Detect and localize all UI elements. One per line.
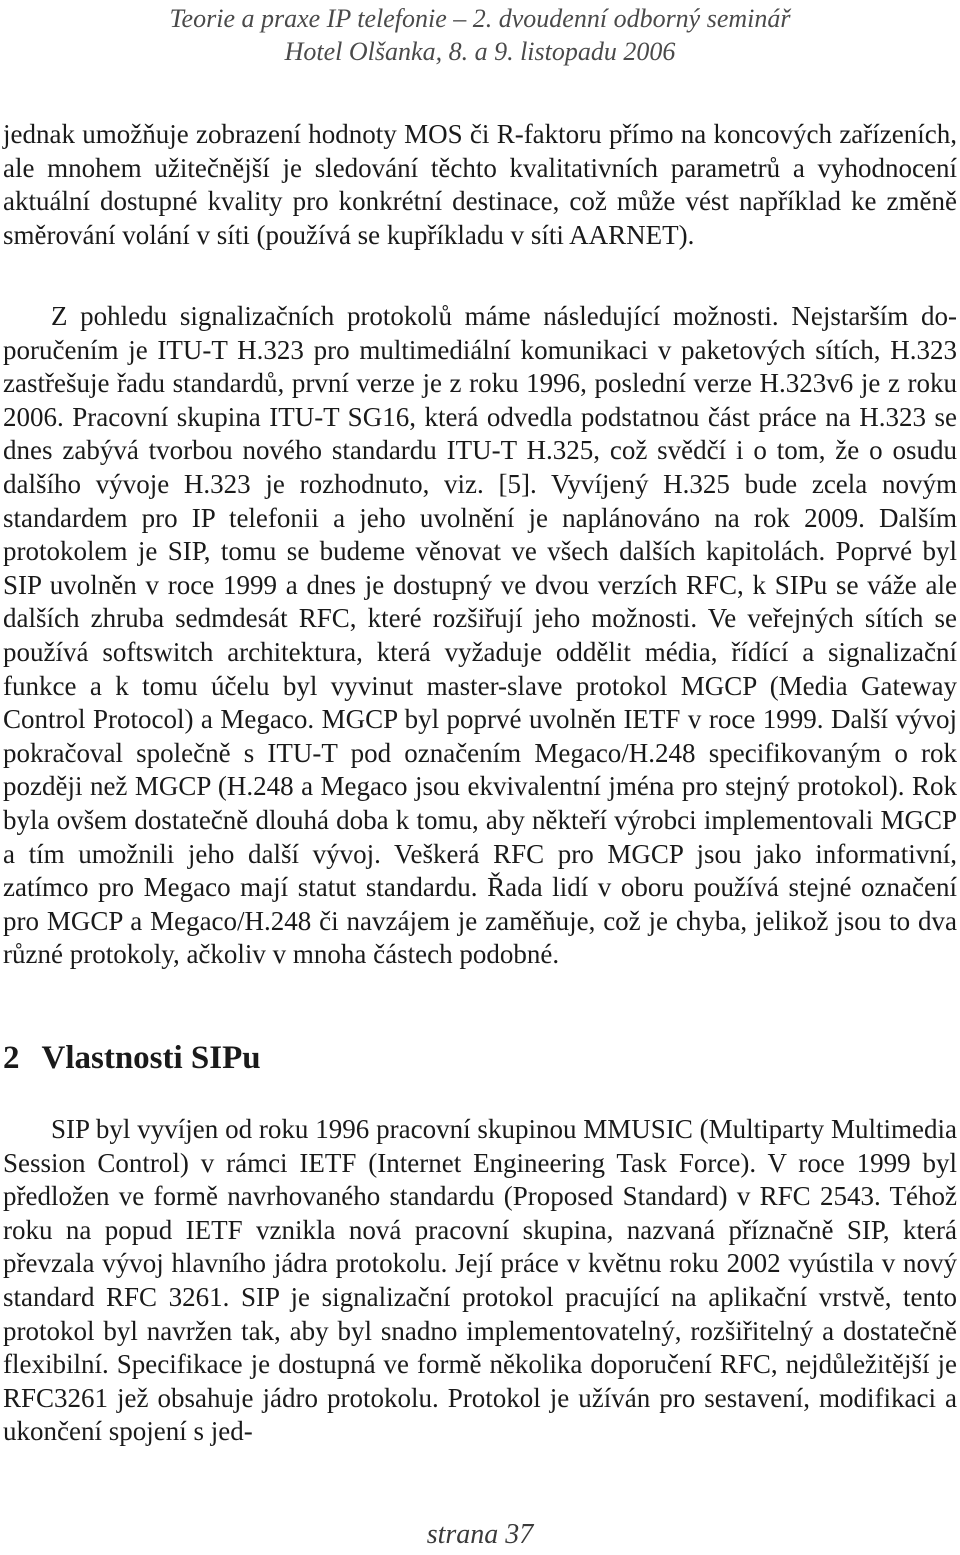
section-title: Vlastnosti SIPu [41, 1040, 261, 1076]
section-number: 2 [3, 1040, 20, 1076]
section-heading [3, 1038, 261, 1078]
paragraph-continuation: jednak umožňuje zobrazení hodnoty MOS či R-faktoru přímo na koncových zařízeních, ale mnohem užitečnější je sledování těchto kvalitativních parametrů a vyhodnocení aktuální dostupné kvality pro konkrétní destinace, což může vést například ke změně směrování volání v síti (používá se kupříkladu v síti AARNET). [3, 119, 957, 250]
page-number: strana 37 [426, 1519, 534, 1550]
paragraph-sip-history: SIP byl vyvíjen od roku 1996 pracovní skupinou MMUSIC (Multiparty Multimedia Session Control) v rámci IETF (Internet Engineering Task Force). V roce 1999 byl předložen ve formě navrhovaného standardu (Proposed Standard) v RFC 2543. Téhož roku na popud IETF vznikla nová pracovní skupina, nazvaná příznačně SIP, která převzala vývoj hlavního jádra protokolu. Její práce v květnu roku 2002 vyústila v nový standard RFC 3261. SIP je signalizační protokol pracující na aplikační vrstvě, tento protokol byl navržen tak, aby byl snadno implementovatelný, rozšiřitelný a dostatečně flexibilní. Specifikace je dostupná ve formě několika doporučení RFC, nejdůležitější je RFC3261 jež obsahuje jádro protokolu. Protokol je užíván pro sestavení, modifikaci a ukončení spojení s jed- [3, 1114, 957, 1447]
running-header [0, 2, 960, 68]
header-seminar-title: Teorie a praxe IP telefonie – 2. dvoudenní odborný seminář [169, 4, 791, 33]
header-venue-date: Hotel Olšanka, 8. a 9. listopadu 2006 [284, 37, 676, 66]
paragraph-signaling-protocols: Z pohledu signalizačních protokolů máme následující možnosti. Nejstarším doporučením je ITU-T H.323 pro multimediální komunikaci v paketových sítích, H.323 zastřešuje řadu standardů, první verze je z roku 1996, poslední verze H.323v6 je z roku 2006. Pracovní skupina ITU-T SG16, která odvedla podstatnou část práce na H.323 se dnes zabývá tvorbou nového standardu ITU-T H.325, což svědčí i o tom, že o osudu dalšího vývoje H.323 je rozhodnuto, viz. [5]. Vyvíjený H.325 bude zcela novým standardem pro IP telefonii a jeho uvolnění je naplánováno na rok 2009. Dalším protokolem je SIP, tomu se budeme věnovat ve všech dalších kapitolách. Poprvé byl SIP uvolněn v roce 1999 a dnes je dostupný ve dvou verzích RFC, k SIPu se váže ale dalších zhruba sedmdesát RFC, které rozšiřují jeho možnosti. Ve veřejných sítích se používá softswitch architektura, která vyžaduje oddělit média, řídící a signalizační funkce a k tomu účelu byl vyvinut master-slave protokol MGCP (Media Gateway Control Protocol) a Megaco. MGCP byl poprvé uvolněn IETF v roce 1999. Další vývoj pokračoval společně s ITU-T pod označením Megaco/H.248 specifikovaným o rok později než MGCP (H.248 a Megaco jsou ekvivalentní jména pro stejný protokol). Rok byla ovšem dostatečně dlouhá doba k tomu, aby někteří výrobci implementovali MGCP a tím umožnili jeho další vývoj. Veškerá RFC pro MGCP jsou jako informativní, zatímco pro Megaco mají statut standardu. Řada lidí v oboru používá stejné označení pro MGCP a Megaco/H.248 či navzájem je zaměňuje, což je chyba, jelikož jsou to dva různé protokoly, ačkoliv v mnoha částech podobné. [3, 301, 957, 970]
